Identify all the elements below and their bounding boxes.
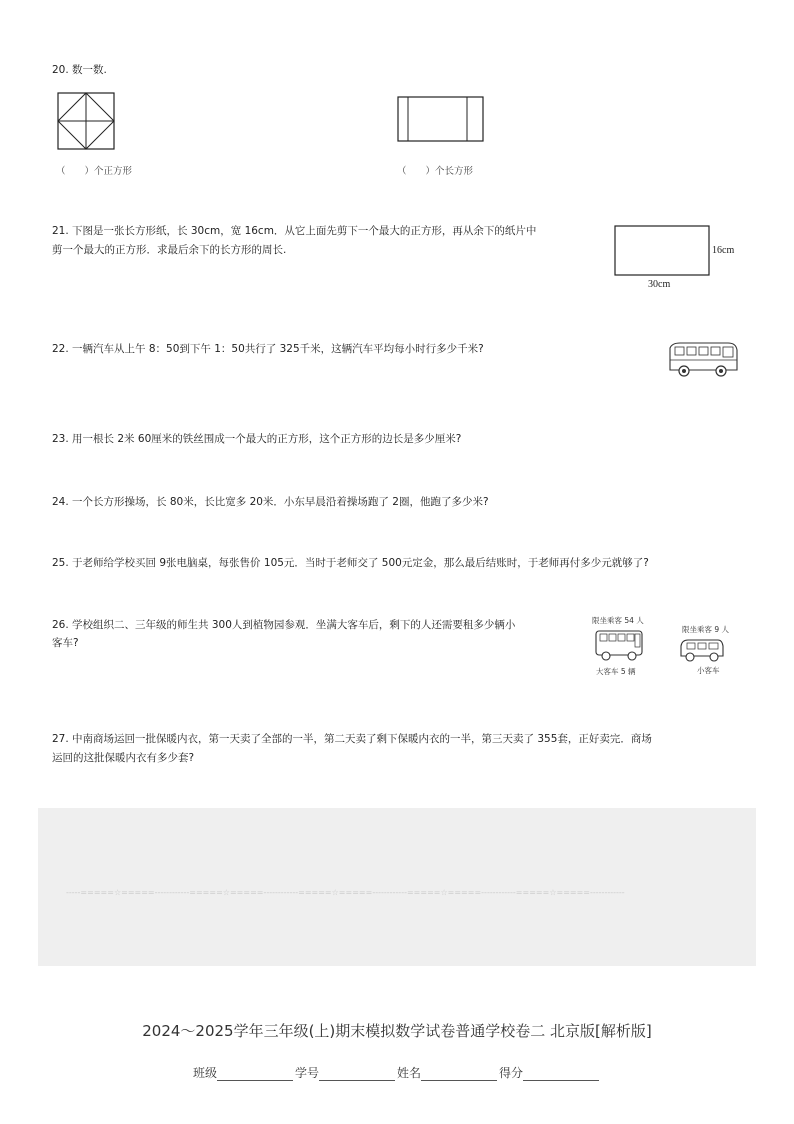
q26-line1: 26. 学校组织二、三年级的师生共 300人到植物园参观．坐满大客车后，剩下的人还需要租多少辆小 xyxy=(52,619,516,631)
name-blank[interactable] xyxy=(421,1068,497,1081)
number-label: 学号 xyxy=(294,1066,319,1080)
q21-height-label: 16cm xyxy=(712,245,735,256)
small-bus-limit: 限坐乘客 9 人 xyxy=(682,625,730,634)
q25-text: 25. 于老师给学校买回 9张电脑桌，每张售价 105元．当时于老师交了 500元定金，那么最后结账时，于老师再付多少元就够了? xyxy=(52,557,649,569)
q21-line2: 剪一个最大的正方形．求最后余下的长方形的周长. xyxy=(52,244,287,256)
student-info-fields xyxy=(0,1064,794,1081)
name-label: 姓名 xyxy=(397,1066,422,1080)
q23-text: 23. 用一根长 2米 60厘米的铁丝围成一个最大的正方形，这个正方形的边长是多少厘米? xyxy=(52,433,462,445)
big-bus-caption: 大客车 5 辆 xyxy=(596,667,636,676)
big-bus-limit: 限坐乘客 54 人 xyxy=(592,616,644,625)
class-blank[interactable] xyxy=(217,1068,293,1081)
bus-illustration xyxy=(666,340,740,380)
q20-left-caption: （ ）个正方形 xyxy=(56,166,133,177)
q21-width-label: 30cm xyxy=(648,279,671,290)
q20-square-figure xyxy=(57,92,115,150)
exam-title: 2024～2025学年三年级(上)期末模拟数学试卷普通学校卷二 北京版[解析版] xyxy=(142,1022,652,1040)
q21-line1: 21. 下图是一张长方形纸，长 30cm，宽 16cm．从它上面先剪下一个最大的正方形，再从余下的纸片中 xyxy=(52,225,537,237)
big-bus-illustration xyxy=(594,628,646,662)
q24-text: 24. 一个长方形操场，长 80米，长比宽多 20米．小东早晨沿着操场跑了 2圈，他跑了多少米? xyxy=(52,496,489,508)
number-blank[interactable] xyxy=(319,1068,395,1081)
q27-line1: 27. 中南商场运回一批保暖内衣，第一天卖了全部的一半，第二天卖了剩下保暖内衣的一半，第三天卖了 355套，正好卖完．商场 xyxy=(52,733,652,745)
score-blank[interactable] xyxy=(523,1068,599,1081)
q20-title: 20. 数一数. xyxy=(52,64,107,76)
q27-line2: 运回的这批保暖内衣有多少套? xyxy=(52,752,195,764)
q22-text: 22. 一辆汽车从上午 8：50到下午 1：50共行了 325千米，这辆汽车平均每小时行多少千米? xyxy=(52,343,484,355)
small-bus-caption: 小客车 xyxy=(697,666,720,675)
q21-paper-figure xyxy=(612,224,742,294)
score-label: 得分 xyxy=(499,1066,524,1080)
q26-line2: 客车? xyxy=(52,637,79,649)
small-bus-illustration xyxy=(678,636,726,664)
q20-right-caption: （ ）个长方形 xyxy=(397,166,474,177)
q20-rectangle-figure xyxy=(397,96,485,143)
answer-area-band xyxy=(38,808,756,966)
decorative-divider: -----=====☆=====------------=====☆=====------------=====☆=====------------=====☆=====------------=====☆=====------------ xyxy=(66,888,625,897)
class-label: 班级 xyxy=(192,1066,217,1080)
